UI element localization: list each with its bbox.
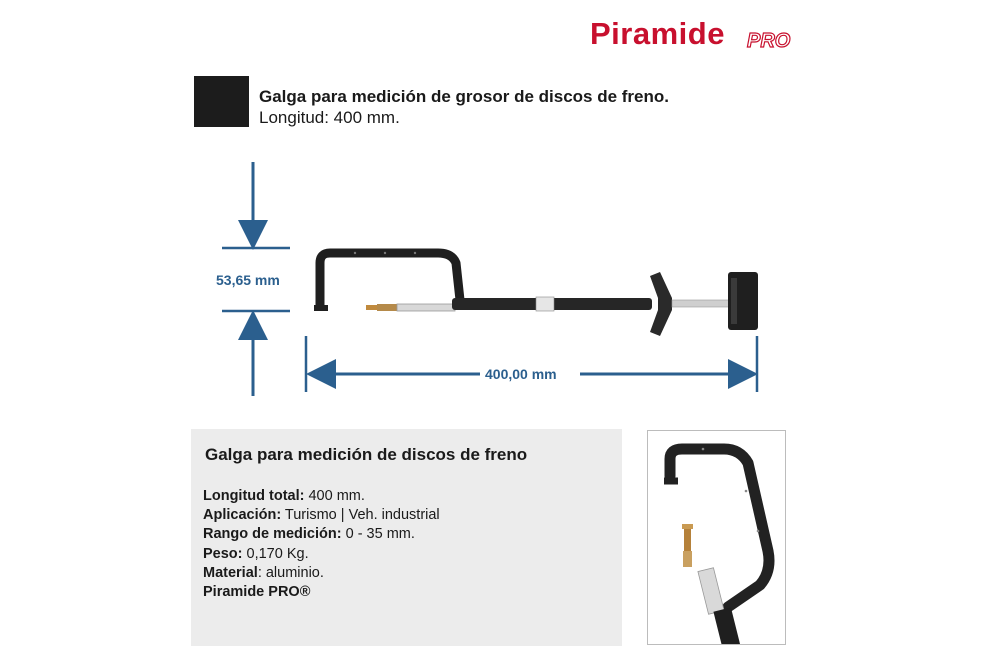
specs-panel [191, 429, 622, 646]
spec-value: : aluminio. [257, 564, 324, 581]
logo-suffix: PRO [747, 30, 791, 52]
spec-row-brand [203, 583, 440, 602]
spec-row-length [203, 487, 440, 506]
spec-label: Piramide PRO® [203, 584, 311, 601]
product-title: Galga para medición de grosor de discos de freno. [259, 87, 669, 106]
spec-value: 400 mm. [304, 488, 365, 504]
length-dimension [306, 336, 757, 392]
color-swatch [194, 76, 249, 127]
brand-logo [590, 14, 815, 58]
height-label: 53,65 mm [216, 272, 280, 288]
spec-label: Material [203, 564, 258, 581]
spec-list [203, 487, 440, 602]
spec-label: Longitud total: [203, 488, 305, 504]
detail-photo [647, 430, 786, 645]
spec-row-range [203, 525, 440, 544]
product-length: Longitud: 400 mm. [259, 108, 400, 127]
spec-label: Aplicación: [203, 507, 282, 524]
spec-label: Peso: [203, 545, 243, 562]
spec-value: 0 - 35 mm. [341, 526, 415, 543]
spec-row-application [203, 506, 440, 525]
length-label: 400,00 mm [485, 366, 557, 382]
gauge-tool [314, 252, 758, 336]
spec-value: 0,170 Kg. [242, 545, 309, 562]
height-dimension [216, 162, 290, 396]
gauge-closeup-icon [648, 431, 785, 644]
logo-text: Piramide [590, 16, 725, 51]
spec-row-material [203, 564, 440, 583]
spec-value: Turismo | Veh. industrial [281, 507, 440, 524]
specs-title: Galga para medición de discos de freno [205, 445, 528, 464]
spec-label: Rango de medición: [203, 526, 342, 543]
dimension-diagram [180, 150, 820, 410]
spec-row-weight [203, 545, 440, 564]
